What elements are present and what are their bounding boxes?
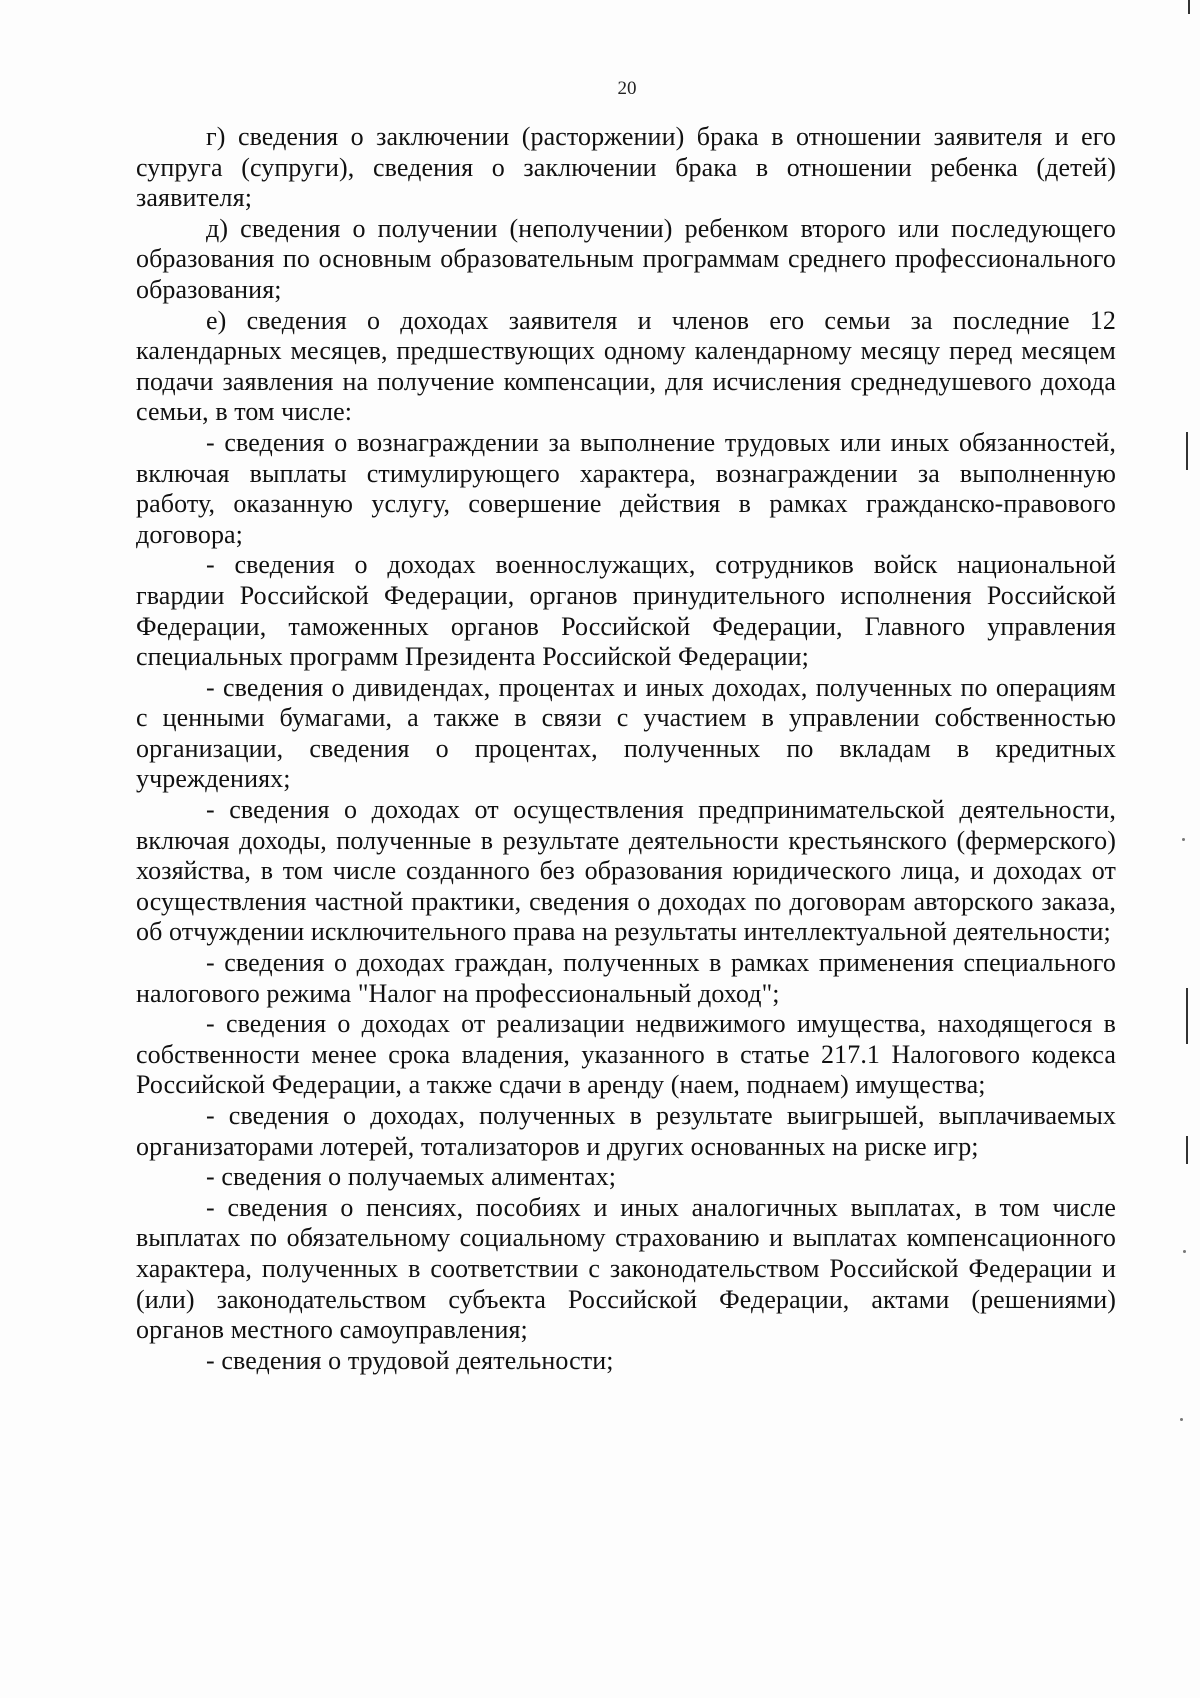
paragraph-dividends: - сведения о дивидендах, процентах и иных доходах, полученных по операциям с ценными бумагами, а также в связи с участием в управлении собственностью организации, сведения о процентах, полученных по вкладам в кредитных учреждениях; bbox=[136, 672, 1116, 794]
scan-artifact-speck bbox=[1180, 1418, 1183, 1421]
paragraph-lottery-winnings: - сведения о доходах, полученных в результате выигрышей, выплачиваемых организаторами лотерей, тотализаторов и других основанных на риске игр; bbox=[136, 1101, 1116, 1161]
scan-artifact-line bbox=[1188, 0, 1190, 14]
paragraph-business-income: - сведения о доходах от осуществления предпринимательской деятельности, включая доходы, полученные в результате деятельности крестьянского (фермерского) хозяйства, в том числе созданного без образования юридического лица, и доходах от осуществления частной практики, сведения о доходах по договорам авторского заказа, об отчуждении исключительного права на результаты интеллектуальной деятельности; bbox=[136, 795, 1116, 947]
paragraph-education-info: д) сведения о получении (неполучении) ребенком второго или последующего образования по основным образовательным программам среднего профессионального образования; bbox=[136, 213, 1116, 304]
paragraph-employment: - сведения о трудовой деятельности; bbox=[206, 1345, 614, 1375]
paragraph-pensions: - сведения о пенсиях, пособиях и иных аналогичных выплатах, в том числе выплатах по обязательному социальному страхованию и выплатах компенсационного характера, полученных в соответствии с законодательством Российской Федерации и (или) законодательством субъекта Российской Федерации, актами (решениями) органов местного самоуправления; bbox=[136, 1192, 1116, 1345]
paragraph-property-sale: - сведения о доходах от реализации недвижимого имущества, находящегося в собственности менее срока владения, указанного в статье 217.1 Налогового кодекса Российской Федерации, а также сдачи в аренду (наем, поднаем) имущества; bbox=[136, 1009, 1116, 1100]
scan-artifact-speck bbox=[1183, 1250, 1186, 1253]
paragraph-professional-tax: - сведения о доходах граждан, полученных в рамках применения специального налогового режима "Налог на профессиональный доход"; bbox=[136, 948, 1116, 1008]
page-number: 20 bbox=[617, 78, 637, 99]
scan-artifact-line bbox=[1186, 432, 1188, 470]
paragraph-marriage-info: г) сведения о заключении (расторжении) брака в отношении заявителя и его супруга (супруги), сведения о заключении брака в отношении ребенка (детей) заявителя; bbox=[136, 122, 1116, 213]
paragraph-military-income: - сведения о доходах военнослужащих, сотрудников войск национальной гвардии Российской Федерации, органов принудительного исполнения Российской Федерации, таможенных органов Российской Федерации, Главного управления специальных программ Президента Российской Федерации; bbox=[136, 550, 1116, 672]
paragraph-alimony: - сведения о получаемых алиментах; bbox=[206, 1162, 617, 1192]
scan-artifact-speck bbox=[1182, 838, 1185, 841]
paragraph-remuneration: - сведения о вознаграждении за выполнение трудовых или иных обязанностей, включая выплаты стимулирующего характера, вознаграждении за выполненную работу, оказанную услугу, совершение действия в рамках гражданско-правового договора; bbox=[136, 427, 1116, 549]
paragraph-income-info: е) сведения о доходах заявителя и членов его семьи за последние 12 календарных месяцев, предшествующих одному календарному месяцу перед месяцем подачи заявления на получение компенсации, для исчисления среднедушевого дохода семьи, в том числе: bbox=[136, 305, 1116, 427]
scan-artifact-line bbox=[1186, 1136, 1188, 1164]
document-body bbox=[136, 122, 1116, 1376]
scan-artifact-line bbox=[1186, 988, 1188, 1044]
